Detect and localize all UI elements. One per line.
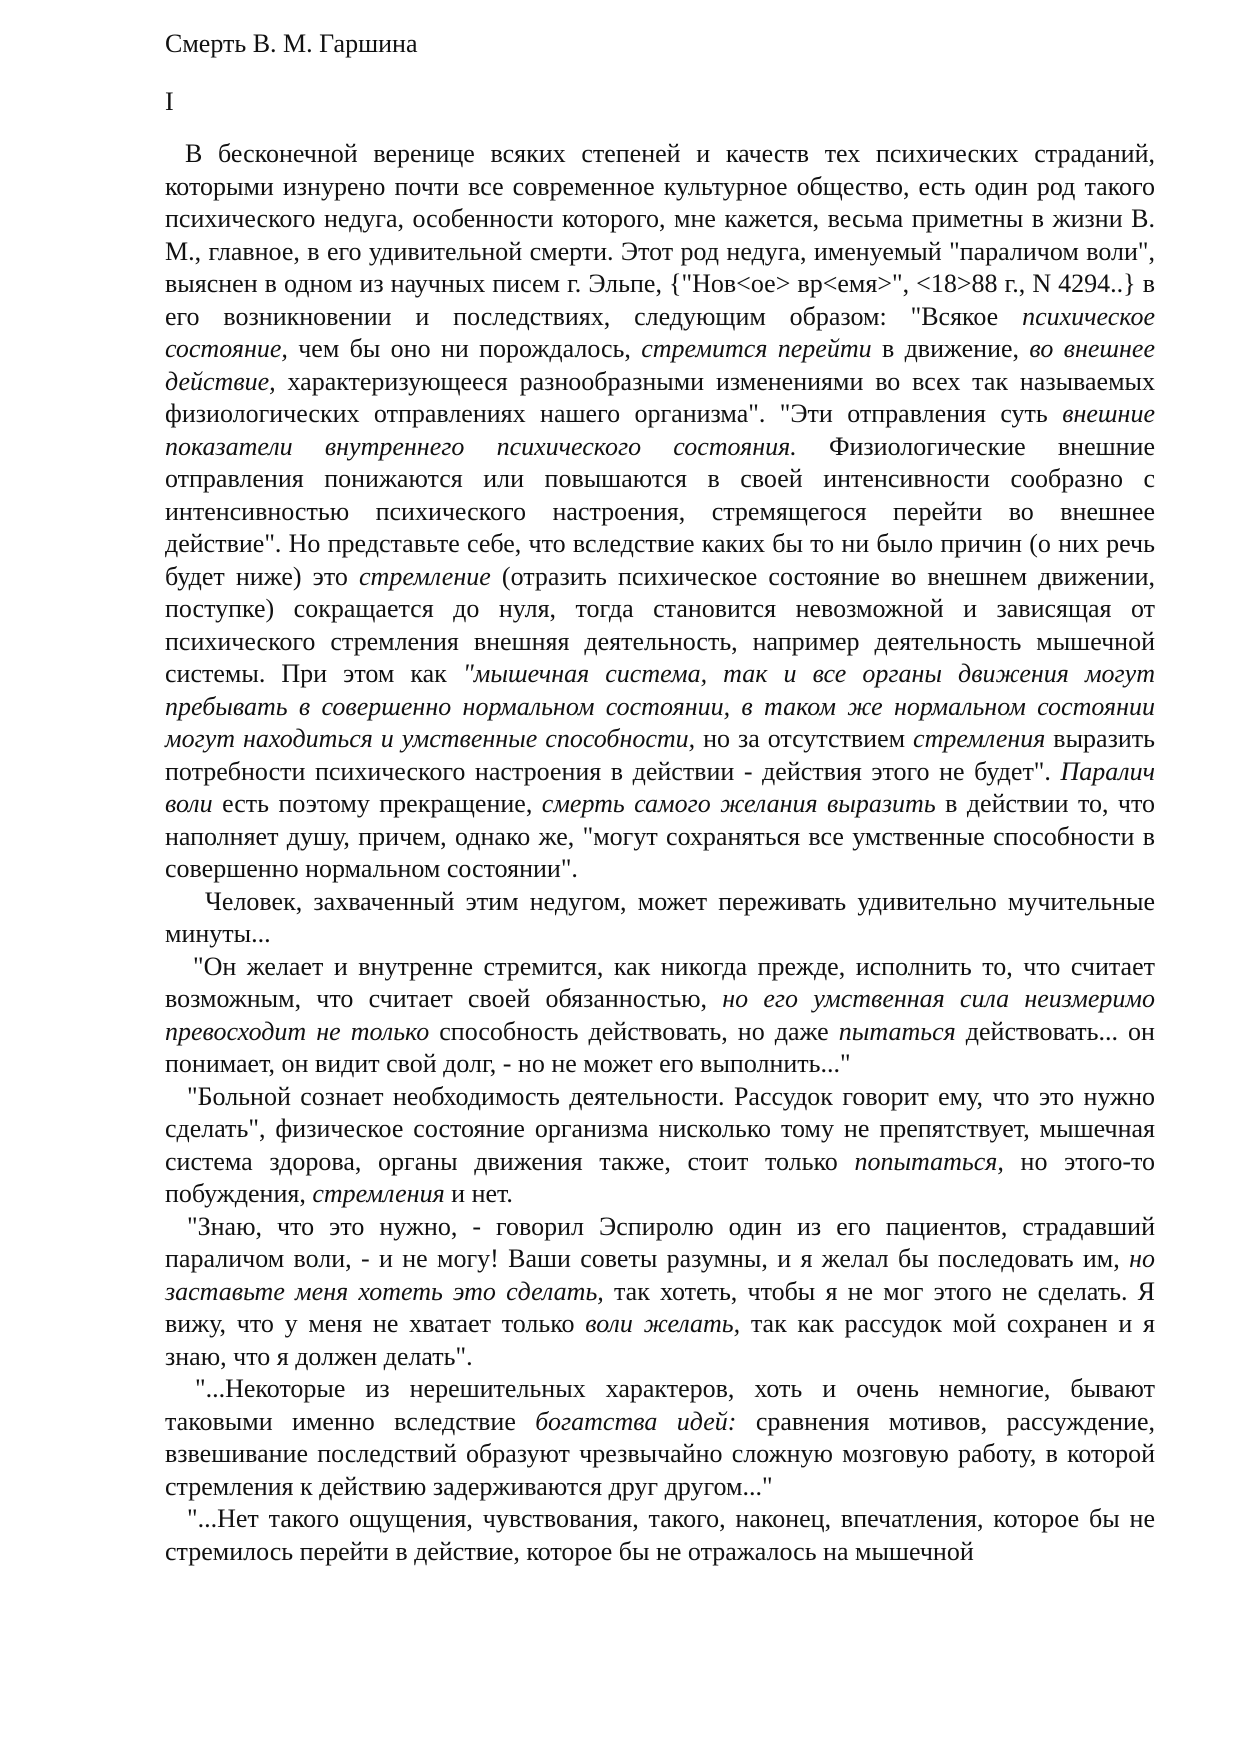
italic-text: воли желать, [585, 1309, 741, 1338]
paragraph [165, 951, 1155, 1081]
paragraph [165, 138, 1155, 886]
italic-text: богатства идей: [535, 1406, 737, 1436]
text-run: в движение, [871, 334, 1030, 363]
text-run: но этого-то побуждения, [165, 1146, 1155, 1208]
italic-text: стремится перейти [641, 334, 872, 363]
paragraph [165, 886, 1155, 951]
italic-text: смерть самого желания выразить [541, 789, 936, 818]
text-run: но за отсутствием [695, 724, 914, 753]
italic-text: внешние показатели внутреннего психического состояния. [165, 399, 1155, 461]
text-run: сравнения мотивов, рассуждение, взвешивание последствий образуют чрезвычайно сложную мозговую работу, в которой стремления к действию задерживаются друг другом..." [165, 1406, 1156, 1501]
text-run: и нет. [444, 1179, 513, 1208]
text-run: В бесконечной веренице всяких степеней и качеств тех психических страданий, которыми изнурено почти все современное культурное общество, есть один род такого психического недуга, особенности которого, мне кажется, весьма приметны в жизни В. М., главное, в его удивительной смерти. Этот род недуга, именуемый "параличом воли", выяснен в одном из научных писем г. Эльпе, {"Нов<ое> вр<емя>", <18>88 г., N 4294..} в его возникновении и последствиях, следующим образом: "Всякое [165, 139, 1155, 331]
text-run: действовать... он понимает, он видит свой долг, - но не может его выполнить..." [165, 1016, 1155, 1078]
text-run: в действии то, что наполняет душу, причем, однако же, "могут сохраняться все умственные способности в совершенно нормальном состоянии". [165, 789, 1156, 883]
paragraph [165, 1503, 1155, 1568]
section-number: I [165, 86, 174, 116]
text-run: так как рассудок мой сохранен и я знаю, что я должен делать". [165, 1309, 1155, 1371]
text-run: "Он желает и внутренне стремится, как никогда прежде, исполнить то, что считает возможным, что считает своей обязанностью, [165, 951, 1155, 1013]
italic-text: но его умственная сила неизмеримо превосходит не только [165, 984, 1155, 1046]
italic-text: пытаться [838, 1016, 956, 1046]
italic-text: стремления [913, 724, 1046, 753]
text-run: есть поэтому прекращение, [212, 789, 542, 818]
text-run: так хотеть, чтобы я не мог этого не сделать. Я вижу, что у меня не хватает только [165, 1276, 1155, 1338]
text-run: (отразить психическое состояние во внешнем движении, поступке) сокращается до нуля, тогда становится невозможной и зависящая от психического стремления внешняя деятельность, например деятельность мышечной системы. При этом как [165, 561, 1155, 688]
paragraph [165, 1211, 1155, 1374]
text-run: Физиологические внешние отправления понижаются или повышаются в своей интенсивности сообразно с интенсивностью психического настроения, стремящегося перейти во внешнее действие". Но представьте себе, что вследствие каких бы то ни было причин (о них речь будет ниже) это [165, 431, 1155, 591]
text-run: Человек, захваченный этим недугом, может переживать удивительно мучительные минуты... [165, 886, 1155, 948]
text-run: способность действовать, но даже [429, 1016, 839, 1046]
italic-text: "мышечная система, так и все органы движения могут пребывать в совершенно нормальном состоянии, в таком же нормальном состоянии могут находиться и умственные способности, [165, 659, 1155, 753]
text-run: "...Некоторые из нерешительных характеров, хоть и очень немногие, бывают таковыми именно вследствие [165, 1374, 1155, 1436]
italic-text: стремление [359, 561, 491, 591]
text-run: характеризующееся разнообразными изменениями во всех так называемых физиологических отправлениях нашего организма". "Эти отправления суть [165, 366, 1155, 428]
italic-text: стремления [312, 1179, 445, 1208]
italic-text: психическое состояние, [165, 301, 1155, 363]
text-run: "Больной сознает необходимость деятельности. Рассудок говорит ему, что это нужно сделать", физическое состояние организма нисколько тому не препятствует, мышечная система здорова, органы движения также, стоит только [165, 1081, 1155, 1176]
text-run: "Знаю, что это нужно, - говорил Эспиролю один из его пациентов, страдавший параличом воли, - и не могу! Ваши советы разумны, и я желал бы последовать им, [165, 1211, 1155, 1273]
text-run: "...Нет такого ощущения, чувствования, такого, наконец, впечатления, которое бы не стремилось перейти в действие, которое бы не отражалось на мышечной [165, 1504, 1155, 1566]
italic-text: во внешнее действие, [165, 334, 1155, 396]
document-title: Смерть В. М. Гаршина [165, 29, 418, 58]
paragraph [165, 1373, 1155, 1503]
text-run: чем бы оно ни порождалось, [287, 334, 642, 363]
paragraph [165, 1081, 1155, 1211]
italic-text: Паралич воли [165, 756, 1155, 818]
italic-text: но заставьте меня хотеть это сделать, [165, 1244, 1155, 1306]
document-page [165, 28, 1155, 1568]
italic-text: попытаться, [854, 1146, 1004, 1176]
text-run: выразить потребности психического настроения в действии - действия этого не будет". [165, 724, 1155, 786]
